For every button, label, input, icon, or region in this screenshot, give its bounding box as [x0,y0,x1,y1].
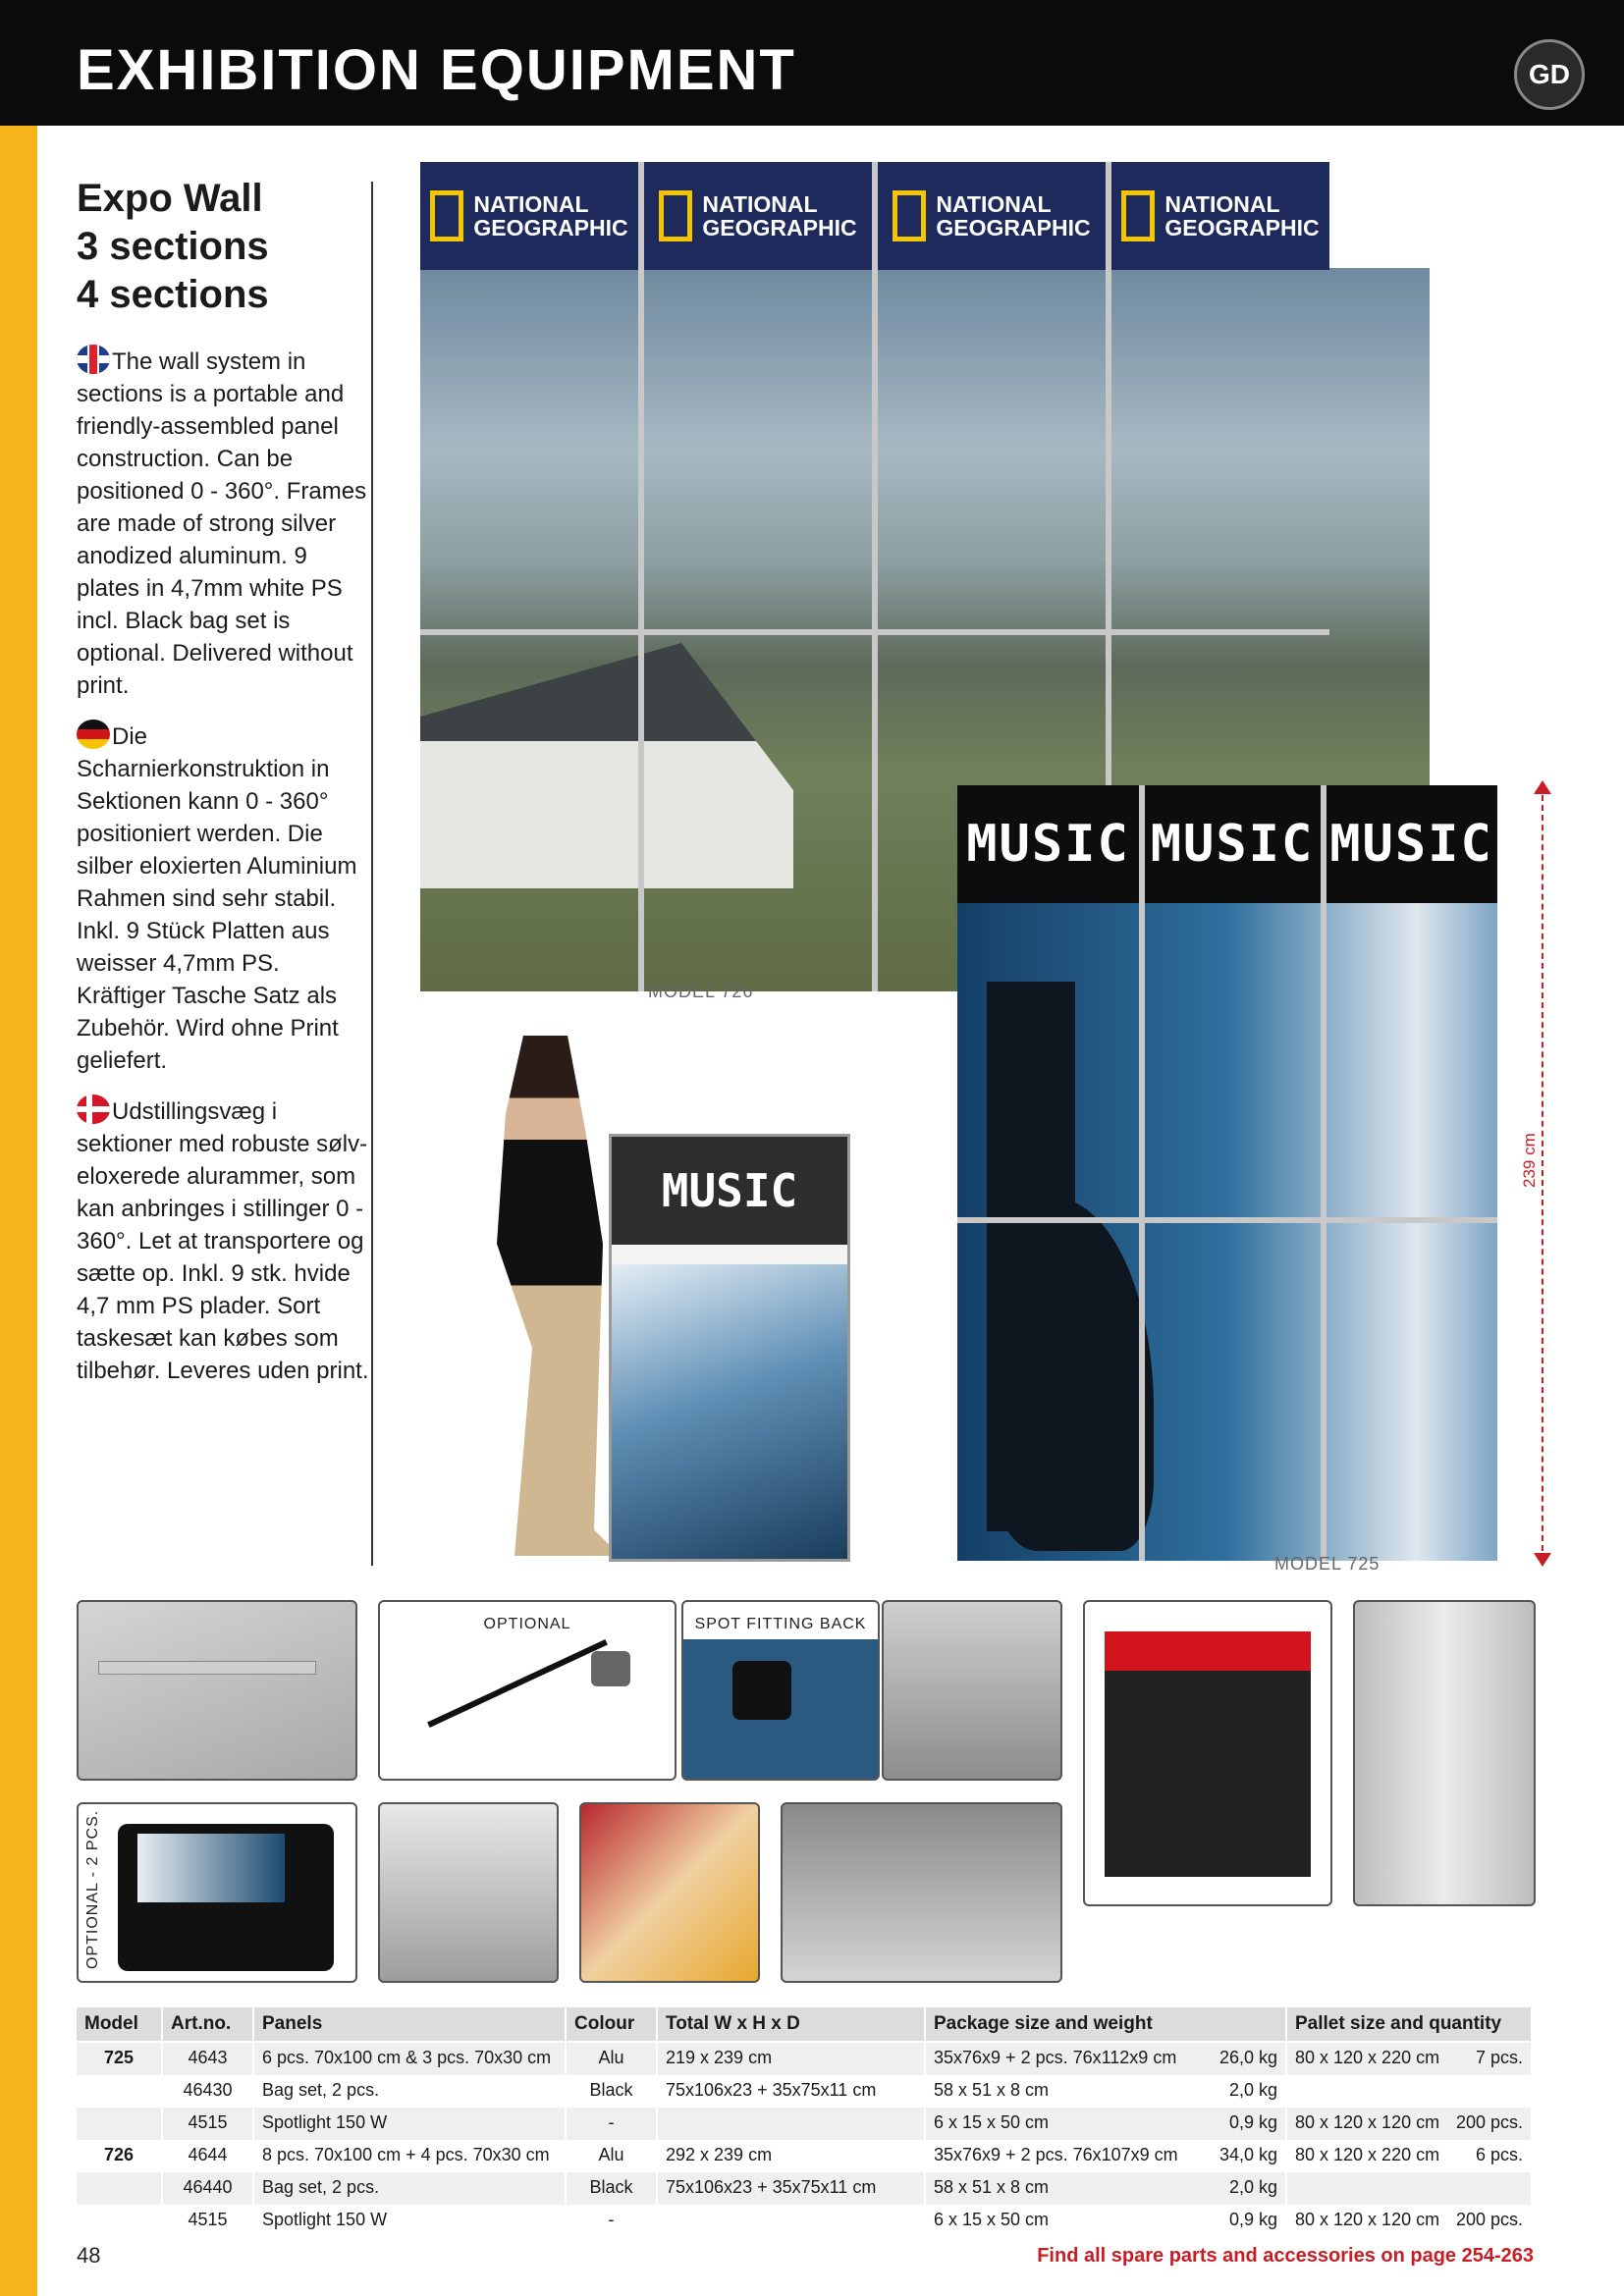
frame-bar [638,162,644,991]
banner-panel: NATIONAL GEOGRAPHIC [420,162,638,270]
music-header-panel: MUSIC [1144,785,1321,903]
bag-print [137,1834,285,1902]
spotlight-arm [427,1639,608,1728]
product-description [77,175,371,1387]
thumbnail-frame-connectors [781,1802,1062,1983]
cell-model: 726 [77,2139,162,2171]
cell-colour: - [566,2204,657,2235]
column-header: Colour [566,2007,657,2042]
thumbnail-panel-clip [579,1802,760,1983]
thumbnail-hinge [378,1802,559,1983]
cell-model [77,2074,162,2107]
arrow-down-icon [1534,1553,1551,1567]
model-726-label: MODEL 726 [648,982,754,1001]
table-row [77,2107,1532,2139]
cell-package: 6 x 15 x 50 cm 0,9 kg [925,2107,1286,2139]
spot-fitting-caption: SPOT FITTING BACK [683,1602,878,1639]
cell-panels: 8 pcs. 70x100 cm + 4 pcs. 70x30 cm [253,2139,566,2171]
cell-package: 35x76x9 + 2 pcs. 76x112x9 cm 26,0 kg [925,2042,1286,2074]
thumbnail-spot-fitting [681,1600,880,1781]
cell-pallet [1286,2074,1532,2107]
thumbnail-printed-wall [1083,1600,1332,1906]
cell-total: 292 x 239 cm [657,2139,925,2171]
page-header [0,0,1624,126]
description-german: Die Scharnierkonstruktion in Sektionen kann 0 - 360° positioniert werden. Die silber eloxierten Aluminium Rahmen sind sehr stabil. Inkl. 9 Stück Platten aus weisser 4,7mm PS. Kräftiger Tasche Satz als Zubehör. Wird ohne Print geliefert. [77,720,371,1077]
mini-music-header: MUSIC [612,1137,847,1245]
cell-colour: - [566,2107,657,2139]
height-dimension-line [1542,785,1543,1561]
banner-panel: NATIONAL GEOGRAPHIC [878,162,1106,270]
danish-flag-icon [77,1095,110,1124]
cell-total: 75x106x23 + 35x75x11 cm [657,2171,925,2204]
page-number: 48 [77,2243,101,2268]
uk-flag-icon [77,345,110,374]
frame-bar [957,1217,1497,1223]
column-header: Panels [253,2007,566,2042]
cell-package: 58 x 51 x 8 cm 2,0 kg [925,2171,1286,2204]
cell-pallet: 80 x 120 x 120 cm 200 pcs. [1286,2107,1532,2139]
cell-pallet: 80 x 120 x 220 cm 6 pcs. [1286,2139,1532,2171]
specification-table [77,2007,1533,2235]
optional-caption: OPTIONAL [483,1616,571,1632]
cell-package: 6 x 15 x 50 cm 0,9 kg [925,2204,1286,2235]
mini-guitar-print [612,1264,847,1559]
column-header: Package size and weight [925,2007,1286,2042]
model-725-label: MODEL 725 [1274,1554,1380,1574]
cell-panels: Bag set, 2 pcs. [253,2171,566,2204]
cell-pallet: 80 x 120 x 220 cm 7 pcs. [1286,2042,1532,2074]
frame-bar [1139,785,1145,1561]
cell-panels: Spotlight 150 W [253,2107,566,2139]
cell-model [77,2171,162,2204]
table-row [77,2171,1532,2204]
brand-logo-icon: GD [1514,39,1585,110]
frame-bar [872,162,878,991]
description-danish: Udstillingsvæg i sektioner med robuste sølv-eloxerede alurammer, som kan anbringes i stillinger 0 - 360°. Let at transportere og sætte op. Inkl. 9 stk. hvide 4,7 mm PS plader. Sort taskesæt kan købes som tilbehør. Leveres uden print. [77,1095,371,1387]
cell-model: 725 [77,2042,162,2074]
cell-art-no: 4643 [162,2042,253,2074]
red-header-band [1105,1631,1311,1671]
cell-art-no: 46440 [162,2171,253,2204]
cell-art-no: 4644 [162,2139,253,2171]
cell-total [657,2204,925,2235]
frame-bar [420,629,1329,635]
spotlight-lamp-icon [591,1651,630,1686]
wall-print [1105,1671,1311,1877]
fitting-bracket-icon [732,1661,791,1720]
frame-bar [1321,785,1326,1561]
cell-panels: Bag set, 2 pcs. [253,2074,566,2107]
cell-art-no: 4515 [162,2204,253,2235]
cell-pallet [1286,2171,1532,2204]
mini-display [609,1134,850,1562]
banner-panel: NATIONAL GEOGRAPHIC [1111,162,1329,270]
description-english: The wall system in sections is a portable and friendly-assembled panel construction. Can be positioned 0 - 360°. Frames are made of strong silver anodized aluminum. 9 plates in 4,7mm white PS incl. Black bag set is optional. Delivered without print. [77,345,371,702]
frame-bar [98,1661,316,1675]
thumbnail-bag-set [77,1802,357,1983]
cell-colour: Black [566,2171,657,2204]
cell-pallet: 80 x 120 x 120 cm 200 pcs. [1286,2204,1532,2235]
cell-colour: Alu [566,2042,657,2074]
arrow-up-icon [1534,780,1551,794]
thumbnail-folded-wall [1353,1600,1536,1906]
page-title: EXHIBITION EQUIPMENT [77,38,796,102]
thumbnail-spotlight [378,1600,677,1781]
german-flag-icon [77,720,110,749]
column-header: Art.no. [162,2007,253,2042]
cell-panels: 6 pcs. 70x100 cm & 3 pcs. 70x30 cm [253,2042,566,2074]
height-label: 239 cm [1520,1133,1539,1188]
column-header: Pallet size and quantity [1286,2007,1532,2042]
cell-colour: Alu [566,2139,657,2171]
music-header-panel: MUSIC [1326,785,1497,903]
banner-panel: NATIONAL GEOGRAPHIC [644,162,872,270]
cell-package: 58 x 51 x 8 cm 2,0 kg [925,2074,1286,2107]
model-725-photo [957,785,1512,1561]
product-title: Expo Wall 3 sections 4 sections [77,177,269,316]
cell-total: 219 x 239 cm [657,2042,925,2074]
music-header-panel: MUSIC [957,785,1139,903]
accessories-note: Find all spare parts and accessories on page 254-263 [1037,2245,1534,2267]
table-row [77,2139,1532,2171]
cell-panels: Spotlight 150 W [253,2204,566,2235]
column-divider [371,182,373,1566]
cell-package: 35x76x9 + 2 pcs. 76x107x9 cm 34,0 kg [925,2139,1286,2171]
cell-art-no: 4515 [162,2107,253,2139]
cell-total: 75x106x23 + 35x75x11 cm [657,2074,925,2107]
table-row [77,2074,1532,2107]
table-header-row [77,2007,1532,2042]
column-header: Model [77,2007,162,2042]
cell-model [77,2204,162,2235]
cell-colour: Black [566,2074,657,2107]
thumbnail-frame-joint [882,1600,1062,1781]
table-row [77,2042,1532,2074]
optional-bag-label: OPTIONAL - 2 PCS. [84,1809,101,1969]
accent-side-bar [0,126,37,2296]
cell-art-no: 46430 [162,2074,253,2107]
table-row [77,2204,1532,2235]
thumbnail-assembly-hands [77,1600,357,1781]
cell-total [657,2107,925,2139]
woman-with-display-photo [461,1036,874,1556]
cell-model [77,2107,162,2139]
column-header: Total W x H x D [657,2007,925,2042]
